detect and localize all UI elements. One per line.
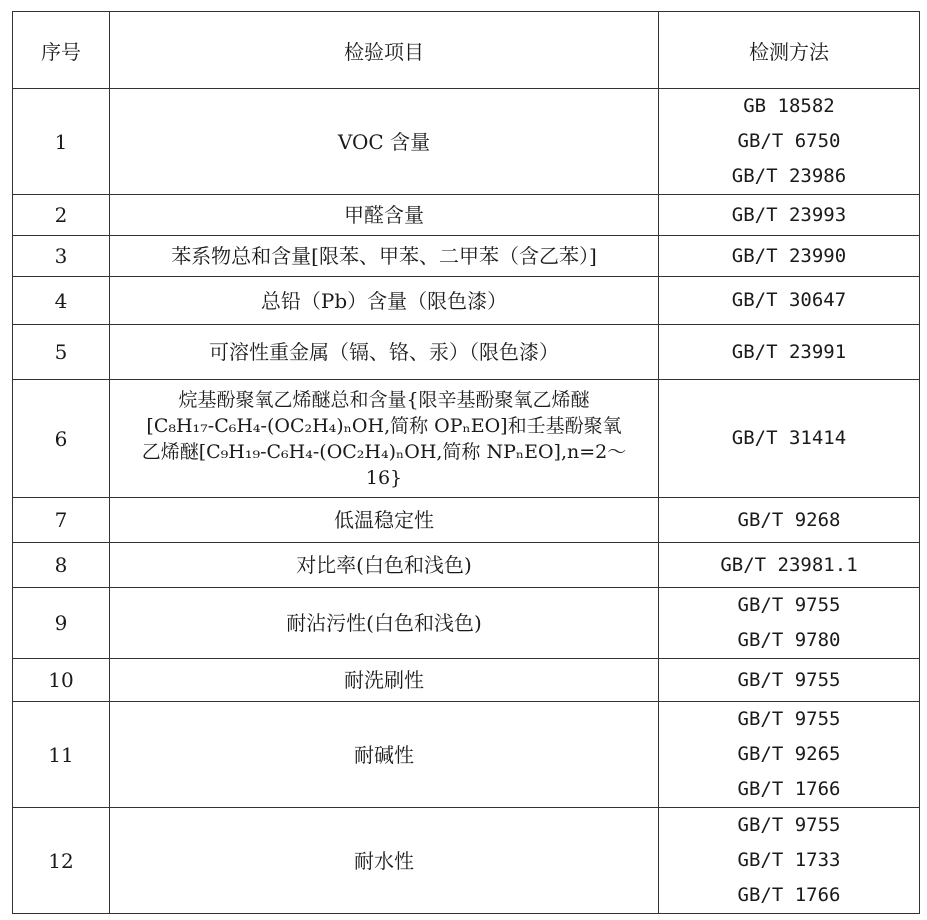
row-no: 9: [13, 588, 110, 659]
row-methods: [659, 659, 920, 702]
row-methods: [659, 277, 920, 325]
table-row: [13, 588, 920, 659]
row-item: 耐水性: [110, 808, 659, 914]
row-methods: [659, 588, 920, 659]
table-row: [13, 808, 920, 914]
method: GB/T 23986: [731, 165, 847, 187]
table-row: [13, 277, 920, 325]
table-row: [13, 659, 920, 702]
row-methods: [659, 380, 920, 498]
method: GB/T 1766: [737, 884, 841, 906]
method: GB/T 9755: [737, 708, 841, 730]
method: GB/T 1733: [737, 849, 841, 871]
row-item: 苯系物总和含量[限苯、甲苯、二甲苯（含乙苯）]: [110, 236, 659, 277]
method: GB/T 9755: [737, 814, 841, 836]
table-row: [13, 380, 920, 498]
row-methods: [659, 325, 920, 380]
table-row: [13, 236, 920, 277]
method: GB/T 9268: [737, 508, 841, 531]
header-no: 序号: [13, 12, 110, 89]
row-methods: [659, 808, 920, 914]
row-no: 4: [13, 277, 110, 325]
method: GB 18582: [743, 95, 835, 117]
header-method: 检测方法: [659, 12, 920, 89]
method: GB/T 9755: [737, 668, 841, 691]
row-methods: [659, 498, 920, 543]
method: GB/T 23993: [731, 203, 847, 226]
table-row: [13, 702, 920, 808]
table-row: [13, 89, 920, 195]
row-item: [110, 380, 659, 498]
method: GB/T 23981.1: [720, 553, 858, 576]
method: GB/T 1766: [737, 778, 841, 800]
row-no: 12: [13, 808, 110, 914]
row-item: 可溶性重金属（镉、铬、汞）（限色漆）: [110, 325, 659, 380]
row-no: 3: [13, 236, 110, 277]
row-no: 11: [13, 702, 110, 808]
row-no: 2: [13, 195, 110, 236]
row-item: 总铅（Pb）含量（限色漆）: [110, 277, 659, 325]
item-line: 乙烯醚[C₉H₁₉-C₆H₄-(OC₂H₄)ₙOH,简称 NPₙEO],n=2～: [141, 440, 627, 463]
row-item: 对比率(白色和浅色): [110, 543, 659, 588]
row-methods: [659, 195, 920, 236]
row-item: 耐洗刷性: [110, 659, 659, 702]
table-row: [13, 325, 920, 380]
method: GB/T 31414: [731, 427, 847, 449]
table-row: [13, 498, 920, 543]
row-item: 低温稳定性: [110, 498, 659, 543]
item-line: 16}: [365, 466, 403, 489]
method: GB/T 6750: [737, 130, 841, 152]
method: GB/T 9755: [737, 594, 841, 616]
row-methods: [659, 702, 920, 808]
inspection-table: [12, 11, 920, 914]
row-item: VOC 含量: [110, 89, 659, 195]
row-no: 1: [13, 89, 110, 195]
row-item: 耐沾污性(白色和浅色): [110, 588, 659, 659]
table-header-row: [13, 12, 920, 89]
row-methods: [659, 89, 920, 195]
row-methods: [659, 236, 920, 277]
row-no: 6: [13, 380, 110, 498]
table-row: [13, 195, 920, 236]
header-item: 检验项目: [110, 12, 659, 89]
table-row: [13, 543, 920, 588]
row-item: 耐碱性: [110, 702, 659, 808]
row-no: 10: [13, 659, 110, 702]
method: GB/T 9780: [737, 629, 841, 651]
row-no: 5: [13, 325, 110, 380]
method: GB/T 30647: [731, 289, 847, 311]
item-line: 烷基酚聚氧乙烯醚总和含量{限辛基酚聚氧乙烯醚: [178, 388, 590, 411]
row-item: 甲醛含量: [110, 195, 659, 236]
method: GB/T 23991: [731, 340, 847, 363]
method: GB/T 23990: [731, 244, 847, 267]
row-no: 8: [13, 543, 110, 588]
method: GB/T 9265: [737, 743, 841, 765]
item-line: [C₈H₁₇-C₆H₄-(OC₂H₄)ₙOH,简称 OPₙEO]和壬基酚聚氧: [146, 414, 622, 437]
row-no: 7: [13, 498, 110, 543]
row-methods: [659, 543, 920, 588]
